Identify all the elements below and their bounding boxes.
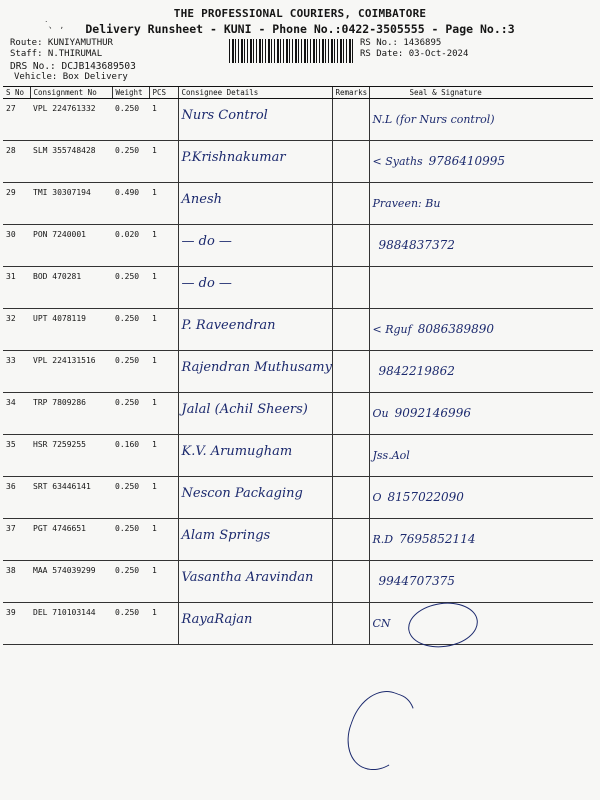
- consignee-cell: [178, 519, 332, 561]
- consignee-cell: [178, 435, 332, 477]
- signature-handwriting: [373, 322, 495, 336]
- weight-cell: 0.160: [112, 435, 149, 477]
- remarks-cell: [332, 309, 369, 351]
- weight-cell: 0.250: [112, 99, 149, 141]
- consignment-cell: DEL 710103144: [30, 603, 112, 645]
- barcode-icon: [229, 39, 355, 63]
- pcs-cell: 1: [149, 267, 178, 309]
- signature-cell: [369, 561, 593, 603]
- consignment-cell: TRP 7809286: [30, 393, 112, 435]
- sno-cell: 38: [3, 561, 30, 603]
- column-header-pcs: PCS: [149, 87, 178, 99]
- signature-handwriting: [373, 616, 397, 630]
- signature-handwriting: [373, 448, 416, 462]
- remarks-cell: [332, 561, 369, 603]
- phone-number: 7695852114: [399, 532, 476, 546]
- column-header-weight: Weight: [112, 87, 149, 99]
- signature-text: Praveen: Bu: [372, 197, 441, 210]
- phone-number: 9884837372: [378, 238, 455, 252]
- signature-handwriting: [373, 574, 455, 588]
- remarks-cell: [332, 141, 369, 183]
- signature-handwriting: [373, 490, 464, 504]
- pcs-cell: 1: [149, 183, 178, 225]
- signature-text: CN: [372, 617, 391, 630]
- consignment-cell: PON 7240001: [30, 225, 112, 267]
- consignment-cell: PGT 4746651: [30, 519, 112, 561]
- weight-cell: 0.250: [112, 309, 149, 351]
- pcs-cell: 1: [149, 477, 178, 519]
- consignee-cell: [178, 141, 332, 183]
- consignment-cell: BOD 470281: [30, 267, 112, 309]
- consignee-handwriting: P.Krishnakumar: [181, 150, 286, 165]
- signature-cell: [369, 309, 593, 351]
- signature-cell: [369, 477, 593, 519]
- remarks-cell: [332, 603, 369, 645]
- signature-handwriting: [373, 112, 501, 126]
- consignment-cell: SLM 355748428: [30, 141, 112, 183]
- consignee-handwriting: Anesh: [181, 192, 222, 207]
- signature-text: < Rguf: [372, 323, 412, 336]
- weight-cell: 0.250: [112, 393, 149, 435]
- rs-number: RS No.: 1436895: [360, 38, 442, 48]
- signature-cell: [369, 435, 593, 477]
- column-header-remarks: Remarks: [332, 87, 369, 99]
- signature-text: N.L (for Nurs control): [372, 113, 495, 126]
- consignee-handwriting: Rajendran Muthusamy: [181, 360, 332, 375]
- phone-number: 8157022090: [387, 490, 464, 504]
- sno-cell: 35: [3, 435, 30, 477]
- signature-handwriting: [373, 532, 476, 546]
- table-row: [3, 393, 593, 435]
- consignee-cell: [178, 603, 332, 645]
- table-header-row: [3, 87, 593, 99]
- pcs-cell: 1: [149, 225, 178, 267]
- runsheet-table: [3, 86, 593, 645]
- remarks-cell: [332, 435, 369, 477]
- sno-cell: 27: [3, 99, 30, 141]
- pcs-cell: 1: [149, 603, 178, 645]
- weight-cell: 0.250: [112, 267, 149, 309]
- column-header-consignee: Consignee Details: [178, 87, 332, 99]
- signature-cell: [369, 351, 593, 393]
- weight-cell: 0.250: [112, 519, 149, 561]
- table-row: [3, 183, 593, 225]
- pcs-cell: 1: [149, 561, 178, 603]
- consignee-handwriting: Alam Springs: [181, 528, 271, 543]
- signature-cell: [369, 603, 593, 645]
- table-row: [3, 351, 593, 393]
- handwritten-scribble: ˙、 ,: [44, 21, 64, 31]
- weight-cell: 0.490: [112, 183, 149, 225]
- consignee-handwriting: Nescon Packaging: [181, 486, 303, 501]
- handwritten-curve-mark: [338, 682, 424, 780]
- signature-cell: [369, 519, 593, 561]
- column-header-seal: Seal & Signature: [369, 87, 593, 99]
- table-row: [3, 267, 593, 309]
- consignee-handwriting: RayaRajan: [181, 612, 253, 627]
- consignee-cell: [178, 393, 332, 435]
- phone-number: 8086389890: [417, 322, 495, 336]
- table-row: [3, 99, 593, 141]
- weight-cell: 0.020: [112, 225, 149, 267]
- weight-cell: 0.250: [112, 141, 149, 183]
- consignee-cell: [178, 267, 332, 309]
- consignee-handwriting: Nurs Control: [181, 108, 268, 123]
- table-row: [3, 309, 593, 351]
- phone-number: 9092146996: [394, 406, 471, 420]
- signature-handwriting: [373, 406, 471, 420]
- remarks-cell: [332, 183, 369, 225]
- table-row: [3, 519, 593, 561]
- remarks-cell: [332, 393, 369, 435]
- weight-cell: 0.250: [112, 603, 149, 645]
- pcs-cell: 1: [149, 393, 178, 435]
- consignment-cell: HSR 7259255: [30, 435, 112, 477]
- remarks-cell: [332, 225, 369, 267]
- sno-cell: 31: [3, 267, 30, 309]
- pcs-cell: 1: [149, 435, 178, 477]
- signature-cell: [369, 225, 593, 267]
- sno-cell: 30: [3, 225, 30, 267]
- consignee-cell: [178, 561, 332, 603]
- signature-cell: [369, 99, 593, 141]
- table-row: [3, 477, 593, 519]
- signature-text: O: [372, 491, 382, 504]
- signature-cell: [369, 183, 593, 225]
- weight-cell: 0.250: [112, 351, 149, 393]
- consignee-handwriting: — do —: [181, 276, 232, 291]
- consignment-cell: TMI 30307194: [30, 183, 112, 225]
- pcs-cell: 1: [149, 309, 178, 351]
- consignee-cell: [178, 183, 332, 225]
- consignment-cell: VPL 224761332: [30, 99, 112, 141]
- staff-label: Staff: N.THIRUMAL: [10, 49, 103, 59]
- signature-handwriting: [373, 364, 455, 378]
- signature-handwriting: [373, 238, 455, 252]
- pcs-cell: 1: [149, 351, 178, 393]
- phone-number: 9786410995: [428, 154, 506, 168]
- consignment-cell: UPT 4078119: [30, 309, 112, 351]
- consignee-cell: [178, 309, 332, 351]
- table-row: [3, 225, 593, 267]
- consignee-handwriting: K.V. Arumugham: [181, 444, 293, 459]
- table-row: [3, 141, 593, 183]
- consignee-handwriting: P. Raveendran: [181, 318, 276, 333]
- rs-date: RS Date: 03-Oct-2024: [360, 49, 469, 59]
- sno-cell: 33: [3, 351, 30, 393]
- phone-number: 9842219862: [378, 364, 455, 378]
- remarks-cell: [332, 99, 369, 141]
- signature-text: < Syaths: [372, 155, 423, 168]
- sno-cell: 37: [3, 519, 30, 561]
- sno-cell: 39: [3, 603, 30, 645]
- table-row: [3, 603, 593, 645]
- weight-cell: 0.250: [112, 561, 149, 603]
- column-header-sno: S No: [3, 87, 30, 99]
- remarks-cell: [332, 351, 369, 393]
- consignee-cell: [178, 351, 332, 393]
- signature-text: Ou: [372, 407, 389, 420]
- sno-cell: 29: [3, 183, 30, 225]
- consignee-cell: [178, 477, 332, 519]
- signature-cell: [369, 393, 593, 435]
- consignment-cell: SRT 63446141: [30, 477, 112, 519]
- table-row: [3, 561, 593, 603]
- consignee-cell: [178, 99, 332, 141]
- remarks-cell: [332, 519, 369, 561]
- consignee-handwriting: Vasantha Aravindan: [181, 570, 314, 585]
- pcs-cell: 1: [149, 519, 178, 561]
- sno-cell: 32: [3, 309, 30, 351]
- route-label: Route: KUNIYAMUTHUR: [10, 38, 113, 48]
- company-title: THE PROFESSIONAL COURIERS, COIMBATORE: [173, 7, 427, 20]
- weight-cell: 0.250: [112, 477, 149, 519]
- signature-text: Jss.Aol: [372, 449, 410, 462]
- signature-handwriting: [373, 154, 506, 168]
- table-row: [3, 435, 593, 477]
- runsheet-subtitle: Delivery Runsheet - KUNI - Phone No.:0422-3505555 - Page No.:3: [85, 22, 515, 36]
- consignee-handwriting: — do —: [181, 234, 232, 249]
- drs-number: DRS No.: DCJB143689503: [10, 61, 136, 72]
- signature-handwriting: [373, 196, 447, 210]
- signature-cell: [369, 267, 593, 309]
- column-header-consignment: Consignment No: [30, 87, 112, 99]
- consignee-cell: [178, 225, 332, 267]
- consignee-handwriting: Jalal (Achil Sheers): [181, 402, 308, 417]
- vehicle-label: Vehicle: Box Delivery: [14, 72, 128, 82]
- sno-cell: 34: [3, 393, 30, 435]
- remarks-cell: [332, 267, 369, 309]
- signature-text: R.D: [372, 533, 394, 546]
- signature-cell: [369, 141, 593, 183]
- phone-number: 9944707375: [378, 574, 455, 588]
- sno-cell: 28: [3, 141, 30, 183]
- consignment-cell: MAA 574039299: [30, 561, 112, 603]
- remarks-cell: [332, 477, 369, 519]
- pcs-cell: 1: [149, 141, 178, 183]
- sno-cell: 36: [3, 477, 30, 519]
- signature-handwriting: [373, 280, 379, 294]
- pcs-cell: 1: [149, 99, 178, 141]
- consignment-cell: VPL 224131516: [30, 351, 112, 393]
